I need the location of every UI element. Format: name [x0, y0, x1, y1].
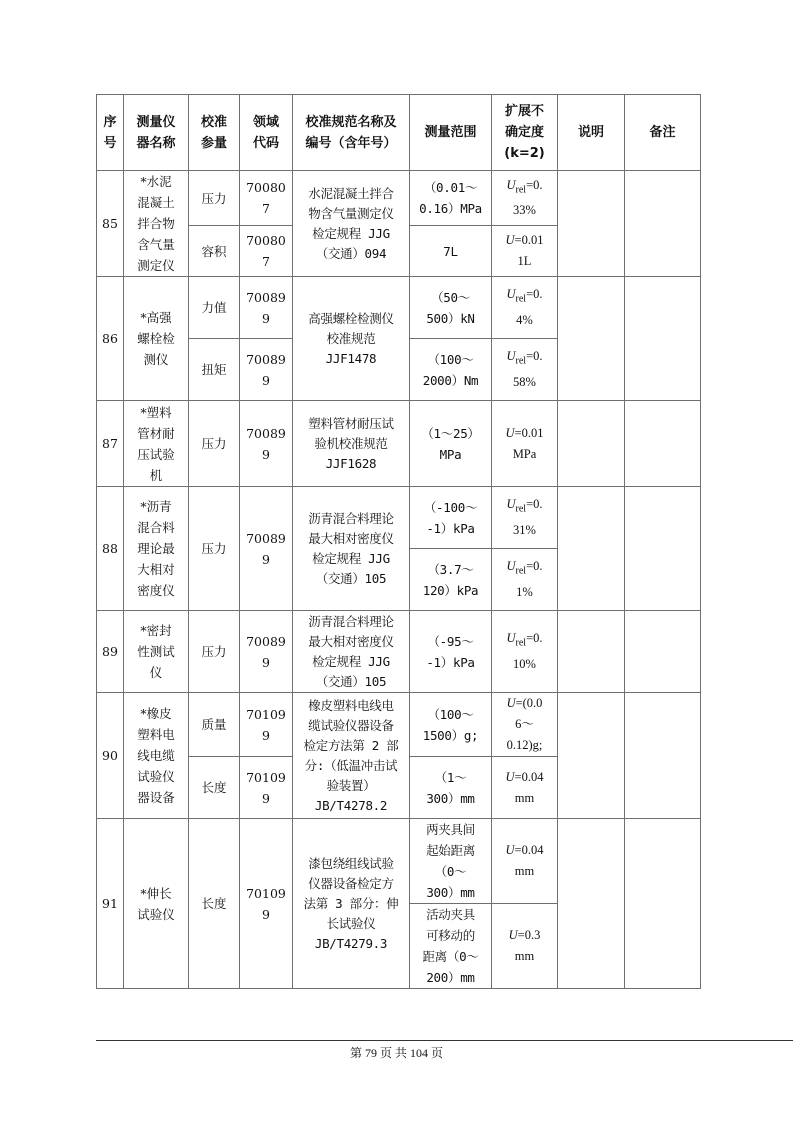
param-cell: 压力 — [189, 171, 240, 226]
header-note: 说明 — [558, 95, 625, 171]
range-cell: （0.01～ 0.16）MPa — [410, 171, 492, 226]
table-body — [97, 95, 701, 989]
range-cell: 活动夹具 可移动的 距离（0～ 200）mm — [410, 904, 492, 989]
spec-cell: 沥青混合料理论 最大相对密度仪 检定规程 JJG （交通）105 — [293, 487, 410, 611]
spec-cell: 塑料管材耐压试 验机校准规范 JJF1628 — [293, 401, 410, 487]
header-domain-code: 领域 代码 — [240, 95, 293, 171]
table-row — [97, 487, 701, 549]
row-seq: 87 — [97, 401, 124, 487]
domain-code: 70080 7 — [240, 226, 293, 277]
instrument-name: *伸长 试验仪 — [124, 819, 189, 989]
spec-cell: 沥青混合料理论 最大相对密度仪 检定规程 JJG （交通）105 — [293, 611, 410, 693]
note-cell — [558, 401, 625, 487]
uncertainty-cell: U=0.3 mm — [492, 904, 558, 989]
uncertainty-cell: U=0.01 MPa — [492, 401, 558, 487]
domain-code: 70089 9 — [240, 401, 293, 487]
instrument-name: *沥青 混合料 理论最 大相对 密度仪 — [124, 487, 189, 611]
calibration-table — [96, 94, 701, 989]
range-cell: （1～ 300）mm — [410, 757, 492, 819]
range-cell: 7L — [410, 226, 492, 277]
row-seq: 86 — [97, 277, 124, 401]
header-param: 校准 参量 — [189, 95, 240, 171]
uncertainty-cell: $U_{rel}=0$. 1% — [492, 549, 558, 611]
row-seq: 85 — [97, 171, 124, 277]
spec-cell: 高强螺栓检测仪 校准规范 JJF1478 — [293, 277, 410, 401]
param-cell: 压力 — [189, 487, 240, 611]
spec-cell: 橡皮塑料电线电 缆试验仪器设备 检定方法第 2 部 分:（低温冲击试 验装置） JB/T4278.2 — [293, 693, 410, 819]
param-cell: 力值 — [189, 277, 240, 339]
header-remark: 备注 — [625, 95, 701, 171]
row-seq: 88 — [97, 487, 124, 611]
range-cell: （-100～ -1）kPa — [410, 487, 492, 549]
remark-cell — [625, 693, 701, 819]
param-cell: 扭矩 — [189, 339, 240, 401]
table-row — [97, 819, 701, 904]
note-cell — [558, 277, 625, 401]
spec-cell: 水泥混凝土拌合 物含气量测定仪 检定规程 JJG （交通）094 — [293, 171, 410, 277]
uncertainty-cell: $U_{rel}=0$. 58% — [492, 339, 558, 401]
param-cell: 长度 — [189, 757, 240, 819]
range-cell: （1～25） MPa — [410, 401, 492, 487]
note-cell — [558, 611, 625, 693]
domain-code: 70089 9 — [240, 611, 293, 693]
domain-code: 70089 9 — [240, 487, 293, 611]
domain-code: 70089 9 — [240, 339, 293, 401]
param-cell: 压力 — [189, 611, 240, 693]
header-spec: 校准规范名称及 编号（含年号） — [293, 95, 410, 171]
remark-cell — [625, 171, 701, 277]
instrument-name: *橡皮 塑料电 线电缆 试验仪 器设备 — [124, 693, 189, 819]
range-cell: （3.7～ 120）kPa — [410, 549, 492, 611]
range-cell: （50～ 500）kN — [410, 277, 492, 339]
header-seq: 序 号 — [97, 95, 124, 171]
row-seq: 89 — [97, 611, 124, 693]
remark-cell — [625, 819, 701, 989]
uncertainty-cell: $U_{rel}=0$. 33% — [492, 171, 558, 226]
remark-cell — [625, 277, 701, 401]
remark-cell — [625, 487, 701, 611]
header-row — [97, 95, 701, 171]
domain-code: 70080 7 — [240, 171, 293, 226]
domain-code: 70109 9 — [240, 757, 293, 819]
table-row — [97, 171, 701, 226]
footer-rule — [96, 1040, 793, 1041]
param-cell: 容积 — [189, 226, 240, 277]
domain-code: 70089 9 — [240, 277, 293, 339]
table-row — [97, 611, 701, 693]
uncertainty-cell: $U_{rel}=0$. 4% — [492, 277, 558, 339]
uncertainty-cell: $U_{rel}=0$. 10% — [492, 611, 558, 693]
table-row — [97, 277, 701, 339]
page-footer: 第 79 页 共 104 页 — [349, 1046, 443, 1060]
uncertainty-cell: U=0.04 mm — [492, 757, 558, 819]
note-cell — [558, 171, 625, 277]
table-row — [97, 401, 701, 487]
row-seq: 91 — [97, 819, 124, 989]
param-cell: 质量 — [189, 693, 240, 757]
instrument-name: *高强 螺栓检 测仪 — [124, 277, 189, 401]
header-instrument: 测量仪 器名称 — [124, 95, 189, 171]
spec-cell: 漆包绕组线试验 仪器设备检定方 法第 3 部分：伸 长试验仪 JB/T4279.3 — [293, 819, 410, 989]
range-cell: 两夹具间 起始距离 （0～ 300）mm — [410, 819, 492, 904]
header-uncertainty: 扩展不 确定度 (k=2) — [492, 95, 558, 171]
remark-cell — [625, 401, 701, 487]
instrument-name: *水泥 混凝土 拌合物 含气量 测定仪 — [124, 171, 189, 277]
param-cell: 压力 — [189, 401, 240, 487]
instrument-name: *密封 性测试 仪 — [124, 611, 189, 693]
table-row — [97, 693, 701, 757]
row-seq: 90 — [97, 693, 124, 819]
note-cell — [558, 693, 625, 819]
instrument-name: *塑料 管材耐 压试验 机 — [124, 401, 189, 487]
uncertainty-cell: U=(0.0 6～ 0.12)g; — [492, 693, 558, 757]
note-cell — [558, 819, 625, 989]
param-cell: 长度 — [189, 819, 240, 989]
range-cell: （100～ 1500）g; — [410, 693, 492, 757]
header-range: 测量范围 — [410, 95, 492, 171]
uncertainty-cell: U=0.04 mm — [492, 819, 558, 904]
uncertainty-cell: $U_{rel}=0$. 31% — [492, 487, 558, 549]
domain-code: 70109 9 — [240, 693, 293, 757]
domain-code: 70109 9 — [240, 819, 293, 989]
range-cell: （100～ 2000）Nm — [410, 339, 492, 401]
range-cell: （-95～ -1）kPa — [410, 611, 492, 693]
note-cell — [558, 487, 625, 611]
remark-cell — [625, 611, 701, 693]
uncertainty-cell: U=0.01 1L — [492, 226, 558, 277]
